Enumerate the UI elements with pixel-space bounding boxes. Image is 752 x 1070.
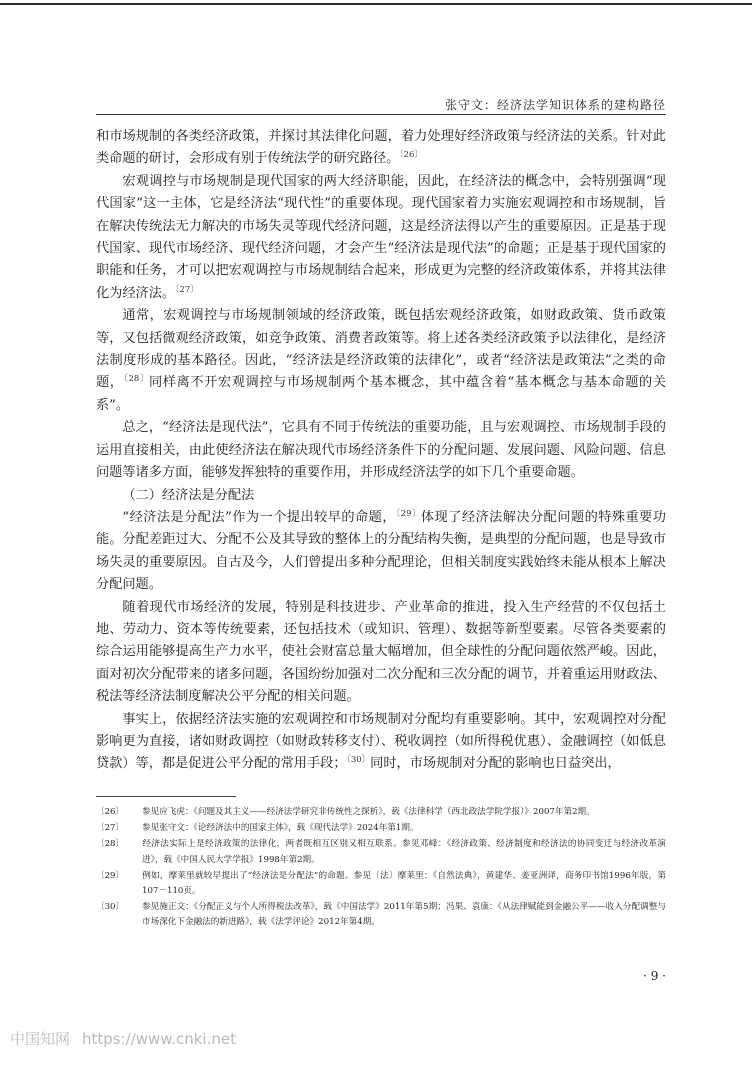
footnote-ref-27[interactable]: 〔27〕 bbox=[175, 284, 199, 295]
running-header: 张守文：经济法学知识体系的建构路径 bbox=[444, 98, 666, 112]
paragraph-3: 通常，宏观调控与市场规制领域的经济政策，既包括宏观经济政策，如财政政策、货币政策等，又包括微观经济政策，如竞争政策、消费者政策等。将上述各类经济政策予以法律化，是经济法制度形成的基本路径。因此，“经济法是经济政策的法律化”，或者“经济法是政策法”之类的命题，$^{〔28〕}$同样离不开宏观调控与市场规制两个基本概念，其中蕴含着“基本概念与基本命题的关系”。 bbox=[96, 308, 667, 413]
watermark-url: https://www.cnki.net bbox=[82, 1030, 236, 1048]
paragraph-2: 宏观调控与市场规制是现代国家的两大经济职能，因此，在经济法的概念中，会特别强调“现代国家”这一主体，它是经济法“现代性”的重要体现。现代国家着力实施宏观调控和市场规制，旨在解决传统法无力解决的市场失灵等现代经济问题，这是经济法得以产生的重要原因。正是基于现代国家、现代市场经济、现代经济问题，才会产生“经济法是现代法”的命题；正是基于现代国家的职能和任务，才可以把宏观调控与市场规制结合起来，形成更为完整的经济政策体系，并将其法律化为经济法。$^{〔27〕}$ bbox=[96, 173, 666, 301]
footnote-text: 经济法实际上是经济政策的法律化，两者既相互区别又相互联系。参见邓峰：《经济政策、经济制度和经济法的协同变迁与经济改革演进》，载《中国人民大学学报》1998年第2期。 bbox=[142, 839, 666, 865]
watermark-brand: 中国知网 bbox=[10, 1030, 71, 1048]
footnote-ref-29[interactable]: 〔29〕 bbox=[395, 508, 421, 519]
footnote-29 bbox=[96, 869, 666, 899]
footnote-text: 参见张守文：《论经济法中的国家主体》，载《现代法学》2024年第1期。 bbox=[142, 823, 419, 834]
footnote-divider bbox=[96, 796, 236, 797]
footnotes bbox=[96, 805, 666, 932]
paragraph-1: 和市场规制的各类经济政策，并探讨其法律化问题，着力处理好经济政策与经济法的关系。针对此类命题的研讨，会形成有别于传统法学的研究路径。$^{〔26〕}$ bbox=[96, 129, 666, 167]
footnote-text: 例如，摩莱里就较早提出了“经济法是分配法”的命题。参见〔法〕摩莱里：《自然法典》，黄建华、姜亚洲译，商务印书馆1996年版，第107－110页。 bbox=[142, 870, 666, 897]
footnote-27 bbox=[96, 821, 666, 836]
paragraph-5: “经济法是分配法”作为一个提出较早的命题，$^{〔29〕}$体现了经济法解决分配问题的特殊重要功能。分配差距过大、分配不公及其导致的整体上的分配结构失衡，是典型的分配问题，也是导致市场失灵的重要原因。自古及今，人们曾提出多种分配理论，但相关制度实践始终未能从根本上解决分配问题。 bbox=[96, 508, 666, 593]
article-body bbox=[96, 126, 666, 776]
footnote-number: 〔28〕 bbox=[96, 839, 125, 850]
footnote-number: 〔30〕 bbox=[96, 902, 125, 913]
paragraph-4: 总之，“经济法是现代法”，它具有不同于传统法的重要功能，且与宏观调控、市场规制手段的运用直接相关，由此使经济法在解决现代市场经济条件下的分配问题、发展问题、风险问题、信息问题等诸多方面，能够发挥独特的重要作用，并形成经济法学的如下几个重要命题。 bbox=[96, 420, 666, 481]
paragraph-6: 随着现代市场经济的发展，特别是科技进步、产业革命的推进，投入生产经营的不仅包括土地、劳动力、资本等传统要素，还包括技术（或知识、管理）、数据等新型要素。尽管各类要素的综合运用能够提高生产力水平，使社会财富总量大幅增加，但全球性的分配问题依然严峻。因此，面对初次分配带来的诸多问题，各国纷纷加强对二次分配和三次分配的调节，并着重运用财政法、税法等经济法制度解决公平分配的相关问题。 bbox=[96, 599, 666, 705]
top-border-rule bbox=[0, 3, 752, 5]
footnote-ref-28[interactable]: 〔28〕 bbox=[123, 374, 149, 385]
footnote-ref-30[interactable]: 〔30〕 bbox=[346, 755, 371, 766]
footnote-30 bbox=[96, 900, 666, 930]
header-rule bbox=[96, 114, 666, 115]
footnote-number: 〔29〕 bbox=[96, 870, 125, 881]
cnki-watermark bbox=[10, 1028, 248, 1049]
footnote-28 bbox=[96, 837, 666, 867]
page-number: · 9 · bbox=[643, 969, 666, 983]
footnote-26 bbox=[96, 805, 666, 820]
footnote-ref-26[interactable]: 〔26〕 bbox=[399, 150, 423, 161]
section-heading: （二）经济法是分配法 bbox=[122, 487, 255, 503]
footnote-number: 〔27〕 bbox=[96, 823, 125, 834]
footnote-number: 〔26〕 bbox=[96, 807, 125, 817]
footnote-text: 参见施正文：《分配正义与个人所得税法改革》，载《中国法学》2011年第5期；冯果、袁康：《从法律赋能到金融公平——收入分配调整与市场深化下金融法的新进路》，载《法学评论》2012年第4期。 bbox=[142, 902, 666, 928]
footnote-text: 参见应飞虎：《问题及其主义——经济法学研究非传统性之探析》，载《法律科学（西北政法学院学报）》2007年第2期。 bbox=[142, 807, 595, 817]
paragraph-7: 事实上，依据经济法实施的宏观调控和市场规制对分配均有重要影响。其中，宏观调控对分配影响更为直接，诸如财政调控（如财政转移支付）、税收调控（如所得税优惠）、金融调控（如低息贷款）等，都是促进公平分配的常用手段；$^{〔30〕}$同时，市场规制对分配的影响也日益突出， bbox=[96, 711, 666, 772]
